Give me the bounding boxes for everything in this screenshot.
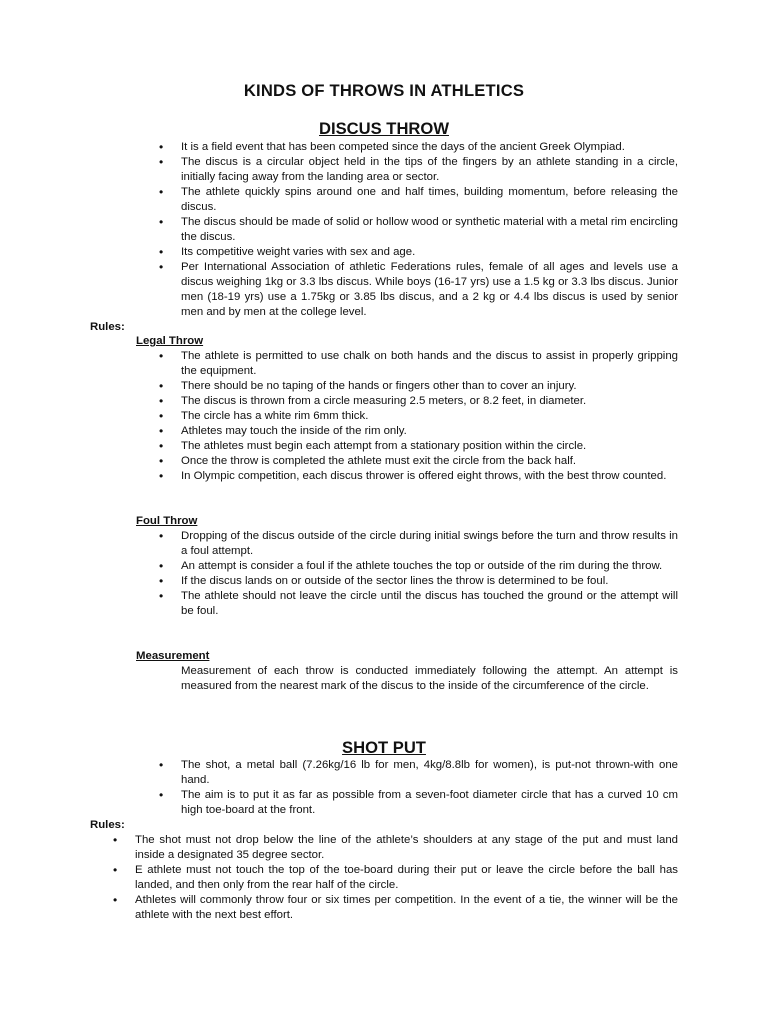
list-item: • The athletes must begin each attempt from a stationary position within the circle. — [159, 439, 678, 454]
list-item: • An attempt is consider a foul if the athlete touches the top or outside of the rim during the throw. — [159, 559, 678, 574]
legal-throw-bullets — [159, 349, 678, 484]
shotput-heading: SHOT PUT — [342, 738, 426, 757]
list-item: • The athlete should not leave the circle until the discus has touched the ground or the attempt will be foul. — [159, 589, 678, 619]
discus-bullets — [159, 140, 678, 320]
list-item: • Dropping of the discus outside of the circle during initial swings before the turn and throw results in a foul attempt. — [159, 529, 678, 559]
list-item: • In Olympic competition, each discus thrower is offered eight throws, with the best throw counted. — [159, 469, 678, 484]
list-item: • The aim is to put it as far as possible from a seven-foot diameter circle that has a curved 10 cm high toe-board at the front. — [159, 788, 678, 818]
list-item: • The discus should be made of solid or hollow wood or synthetic material with a metal rim encircling the discus. — [159, 215, 678, 245]
document-title: KINDS OF THROWS IN ATHLETICS — [243, 81, 525, 100]
measurement-heading: Measurement — [136, 650, 210, 662]
discus-heading: DISCUS THROW — [319, 119, 449, 138]
list-item: • The shot must not drop below the line of the athlete’s shoulders at any stage of the put and must land inside a designated 35 degree sector. — [113, 833, 678, 863]
discus-rules-label: Rules: — [90, 321, 125, 333]
list-item: • Athletes may touch the inside of the rim only. — [159, 424, 678, 439]
shotput-rules-label: Rules: — [90, 819, 125, 831]
list-item: • Once the throw is completed the athlete must exit the circle from the back half. — [159, 454, 678, 469]
list-item: • The discus is thrown from a circle measuring 2.5 meters, or 8.2 feet, in diameter. — [159, 394, 678, 409]
list-item: • If the discus lands on or outside of the sector lines the throw is determined to be foul. — [159, 574, 678, 589]
foul-throw-heading: Foul Throw — [136, 515, 198, 527]
measurement-paragraph: Measurement of each throw is conducted immediately following the attempt. An attempt is measured from the nearest mark of the discus to the inside of the circumference of the circle. — [181, 665, 678, 692]
list-item: • The athlete quickly spins around one and half times, building momentum, before releasing the discus. — [159, 185, 678, 215]
list-item: • Athletes will commonly throw four or six times per competition. In the event of a tie, the winner will be the athlete with the next best effort. — [113, 893, 678, 923]
list-item: • Per International Association of athletic Federations rules, female of all ages and levels use a discus weighing 1kg or 3.3 lbs discus. While boys (16-17 yrs) use a 1.5 kg or 3.3 lbs discus. Junior men (18-19 yrs) use a 1.75kg or 3.85 lbs discus, and a 2 kg or 4.4 lbs discus is used by senior men and by men at the college level. — [159, 260, 678, 320]
list-item: • Its competitive weight varies with sex and age. — [159, 245, 678, 260]
list-item: • The circle has a white rim 6mm thick. — [159, 409, 678, 424]
foul-throw-bullets — [159, 529, 678, 619]
list-item: • The shot, a metal ball (7.26kg/16 lb for men, 4kg/8.8lb for women), is put-not thrown-with one hand. — [159, 758, 678, 788]
list-item: • It is a field event that has been competed since the days of the ancient Greek Olympiad. — [159, 140, 678, 155]
list-item: • The discus is a circular object held in the tips of the fingers by an athlete standing in a circle, initially facing away from the landing area or sector. — [159, 155, 678, 185]
legal-throw-heading: Legal Throw — [136, 335, 204, 347]
shotput-rules-bullets — [113, 833, 678, 923]
list-item: • The athlete is permitted to use chalk on both hands and the discus to assist in properly gripping the equipment. — [159, 349, 678, 379]
list-item: • There should be no taping of the hands or fingers other than to cover an injury. — [159, 379, 678, 394]
list-item: • E athlete must not touch the top of the toe-board during their put or leave the circle before the ball has landed, and then only from the rear half of the circle. — [113, 863, 678, 893]
shotput-bullets — [159, 758, 678, 818]
